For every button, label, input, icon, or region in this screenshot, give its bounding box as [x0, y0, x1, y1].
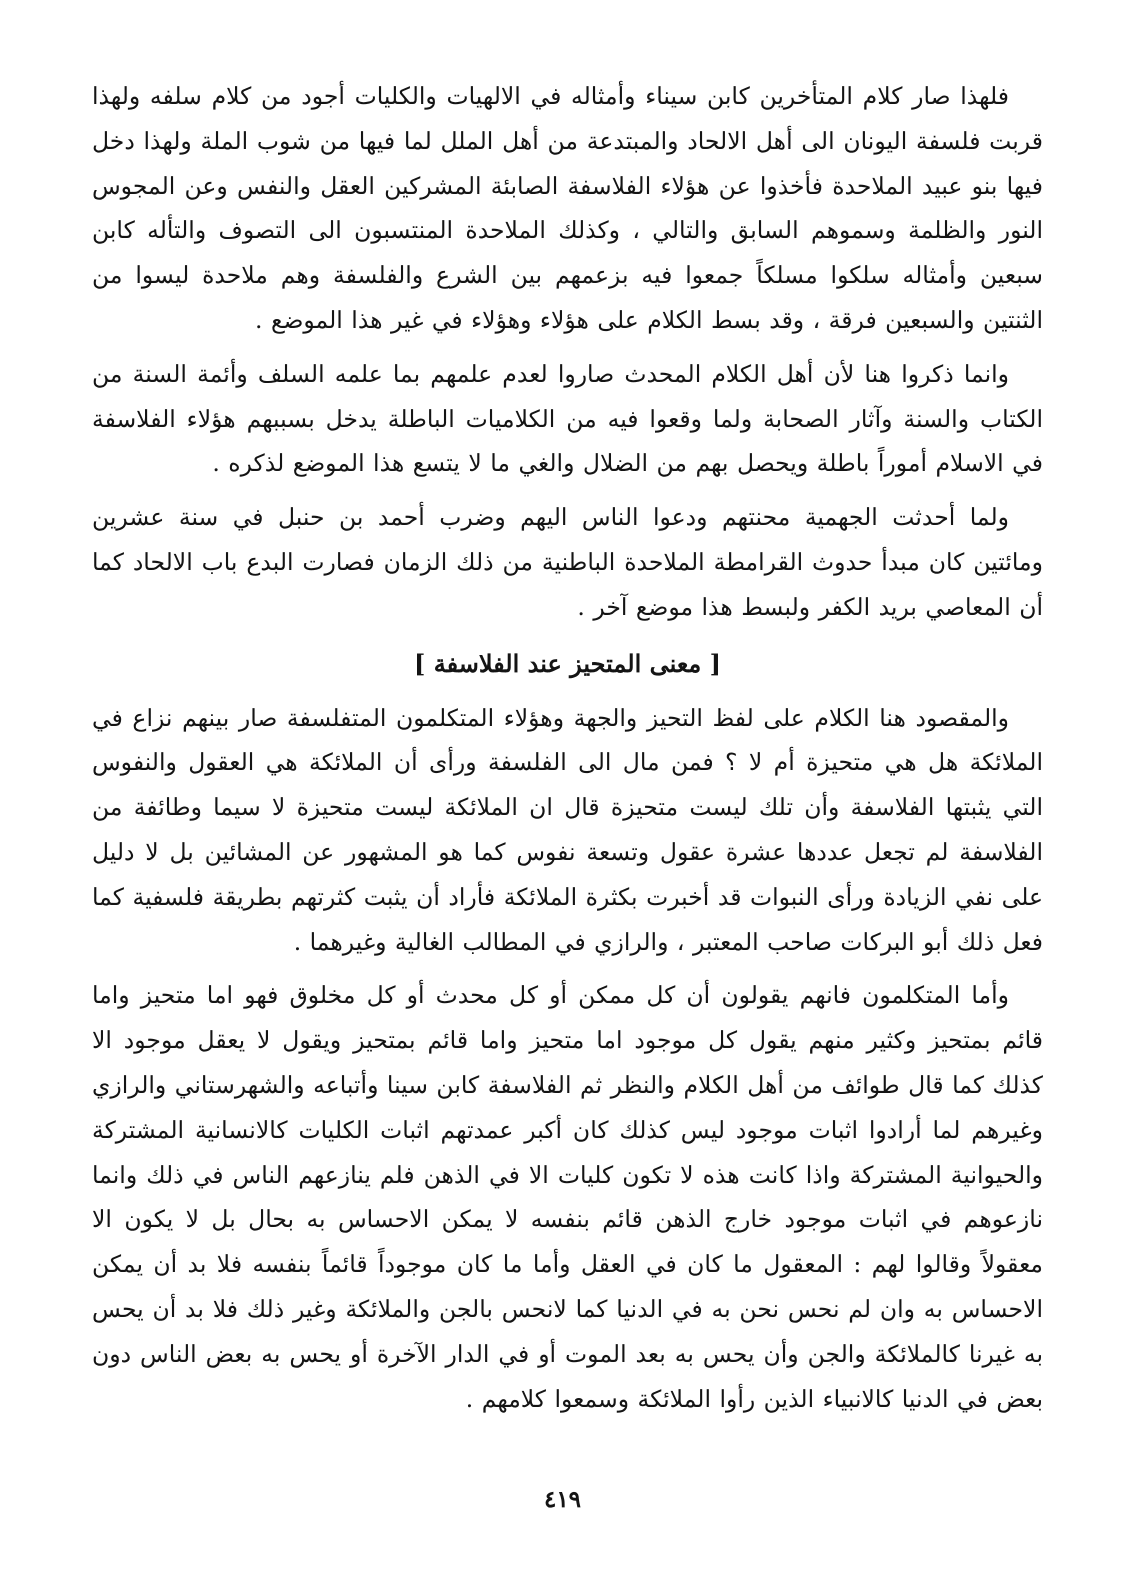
section-heading: [ معنى المتحيز عند الفلاسفة ] [414, 648, 721, 678]
paragraph-3: ولما أحدثت الجهمية محنتهم ودعوا الناس اليهم وضرب أحمد بن حنبل في سنة عشرين ومائتين كان مبدأ حدوث القرامطة الملاحدة الباطنية من ذلك الزمان فصارت البدع باب الالحاد كما أن المعاصي بريد الكفر ولبسط هذا موضع آخر . [92, 503, 1043, 621]
paragraph-1: فلهذا صار كلام المتأخرين كابن سيناء وأمثاله في الالهيات والكليات أجود من كلام سلفه ولهذا قربت فلسفة اليونان الى أهل الالحاد والمبتدعة من أهل الملل لما فيها من شوب الملة ولهذا دخل فيها بنو عبيد الملاحدة فأخذوا عن هؤلاء الفلاسفة الصابئة المشركين العقل والنفس وعن المجوس النور والظلمة وسموهم السابق والتالي ، وكذلك الملاحدة المنتسبون الى التصوف والتأله كابن سبعين وأمثاله سلكوا مسلكاً جمعوا فيه بزعمهم بين الشرع والفلسفة وهم ملاحدة ليسوا من الثنتين والسبعين فرقة ، وقد بسط الكلام على هؤلاء وهؤلاء في غير هذا الموضع . [92, 82, 1043, 334]
page-number: ٤١٩ [543, 1486, 582, 1513]
paragraph-2: وانما ذكروا هنا لأن أهل الكلام المحدث صاروا لعدم علمهم بما علمه السلف وأئمة السنة من الكتاب والسنة وآثار الصحابة ولما وقعوا فيه من الكلاميات الباطلة يدخل بسببهم هؤلاء الفلاسفة في الاسلام أموراً باطلة ويحصل بهم من الضلال والغي ما لا يتسع هذا الموضع لذكره . [92, 359, 1043, 478]
paragraph-5: وأما المتكلمون فانهم يقولون أن كل ممكن أو كل محدث أو كل مخلوق فهو اما متحيز واما قائم بمتحيز وكثير منهم يقول كل موجود اما متحيز واما قائم بمتحيز ويقول لا يعقل موجود الا كذلك كما قال طوائف من أهل الكلام والنظر ثم الفلاسفة كابن سينا وأتباعه والشهرستاني والرازي وغيرهم لما أرادوا اثبات موجود ليس كذلك كان أكبر عمدتهم اثبات الكليات كالانسانية المشتركة والحيوانية المشتركة واذا كانت هذه لا تكون كليات الا في الذهن فلم ينازعهم الناس في ذلك وانما نازعوهم في اثبات موجود خارج الذهن قائم بنفسه لا يمكن الاحساس به بحال بل لا يكون الا معقولاً وقالوا لهم : المعقول ما كان في العقل وأما ما كان موجوداً قائماً بنفسه فلا بد أن يمكن الاحساس به وان لم نحس نحن به في الدنيا كما لانحس بالجن والملائكة وغير ذلك فلا بد أن يحس به غيرنا كالملائكة والجن وأن يحس به بعد الموت أو في الدار الآخرة أو يحس به بعض الناس دون بعض في الدنيا كالانبياء الذين رأوا الملائكة وسمعوا كلامهم . [92, 981, 1043, 1413]
paragraph-4: والمقصود هنا الكلام على لفظ التحيز والجهة وهؤلاء المتكلمون المتفلسفة صار بينهم نزاع في الملائكة هل هي متحيزة أم لا ؟ فمن مال الى الفلسفة ورأى أن الملائكة هي العقول والنفوس التي يثبتها الفلاسفة وأن تلك ليست متحيزة قال ان الملائكة ليست متحيزة لا سيما وطائفة من الفلاسفة لم تجعل عددها عشرة عقول وتسعة نفوس كما هو المشهور عن المشائين بل لا دليل على نفي الزيادة ورأى النبوات قد أخبرت بكثرة الملائكة فأراد أن يثبت كثرتهم بطريقة فلسفية كما فعل ذلك أبو البركات صاحب المعتبر ، والرازي في المطالب الغالية وغيرهما . [92, 703, 1044, 956]
